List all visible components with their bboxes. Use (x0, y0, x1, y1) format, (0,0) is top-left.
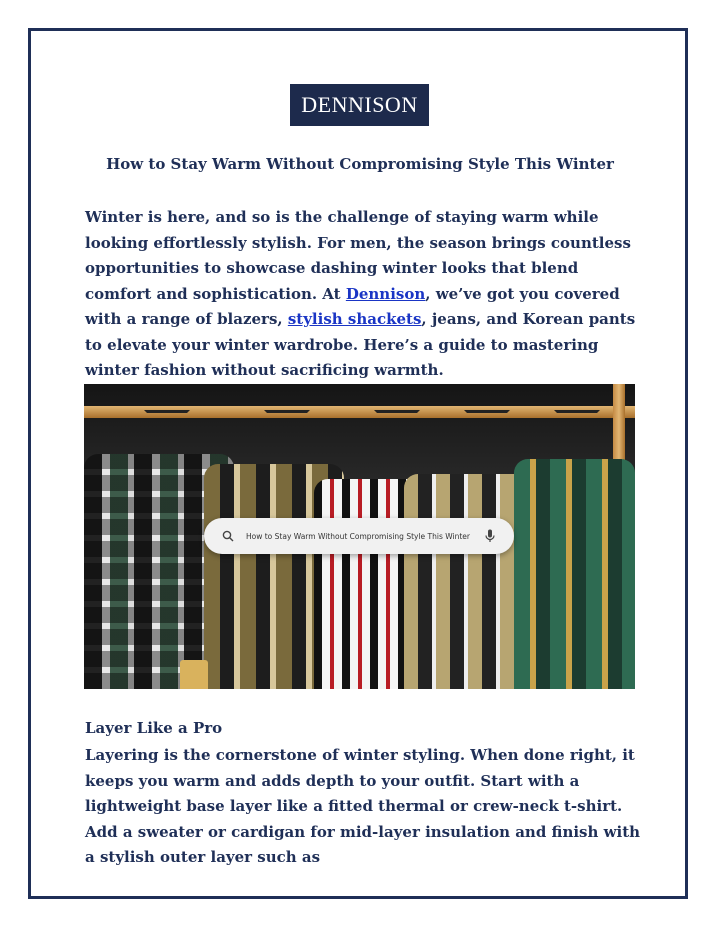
intro-paragraph (85, 205, 645, 384)
search-bar (204, 518, 514, 554)
section-heading: Layer Like a Pro (85, 719, 223, 737)
section-body: Layering is the cornerstone of winter styling. When done right, it keeps you warm and adds depth to your outfit. Start with a lightweight base layer like a fitted thermal or crew-neck t-shirt. Add a sweater or cardigan for mid-layer insulation and finish with a stylish outer layer such as (85, 746, 641, 866)
dennison-link[interactable]: Dennison (345, 284, 426, 303)
hanger-icon (464, 410, 510, 445)
plaid-shirt (514, 459, 635, 689)
search-icon (218, 530, 238, 542)
search-text: How to Stay Warm Without Compromising Style This Winter (246, 531, 470, 541)
stylish-shackets-link[interactable]: stylish shackets (287, 310, 422, 328)
dennison-logo (290, 84, 429, 126)
article-title: How to Stay Warm Without Compromising Style This Winter (106, 155, 614, 173)
logo-text: DENNISON (301, 92, 418, 117)
hanger-icon (264, 410, 310, 445)
hanger-icon (374, 410, 420, 445)
hanger-icon (554, 410, 600, 445)
intro-text-1: Winter is here, and so is the challenge of staying warm while looking effortlessly stylish. For men, the season brings countless opportunities to showcase dashing winter looks that blend comfort and sophistication. At (85, 208, 631, 303)
intro-text-3: , jeans, and Korean pants to elevate your winter wardrobe. Here’s a guide to mastering winter fashion without sacrificing warmth. (85, 310, 636, 379)
mic-icon (480, 529, 500, 543)
hanger-icon (144, 410, 190, 445)
intro-text-2: , we’ve got you covered with a range of blazers, (85, 284, 620, 328)
price-tag (180, 660, 208, 689)
